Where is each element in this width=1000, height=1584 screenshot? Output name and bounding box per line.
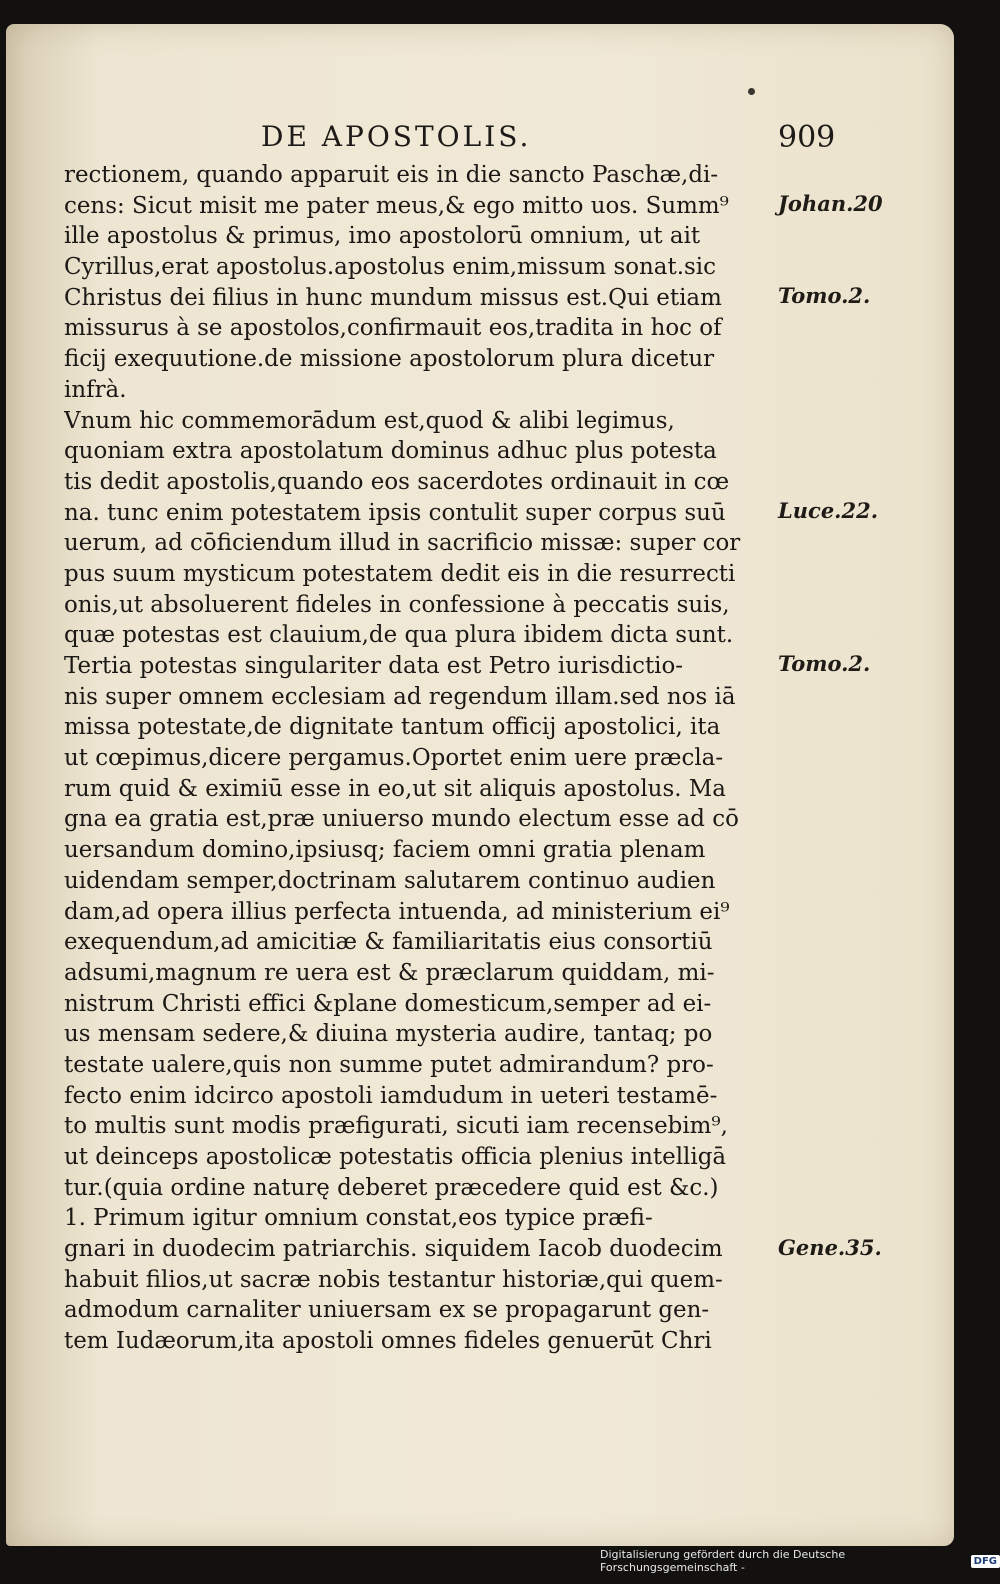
margin-reference: Tomo.2. (778, 282, 871, 308)
text-line: missa potestate,de dignitate tantum officij apostolici, ita (64, 714, 721, 741)
text-line: exequendum,ad amicitiæ & familiaritatis eius consortiū (64, 929, 713, 956)
text-line: admodum carnaliter uniuersam ex se propagarunt gen- (64, 1297, 710, 1324)
text-line: nistrum Christi effici &plane domesticum,semper ad ei- (64, 990, 712, 1017)
text-line: tem Iudæorum,ita apostoli omnes fideles genuerūt Chri (64, 1328, 712, 1355)
text-line: habuit filios,ut sacræ nobis testantur historiæ,qui quem- (64, 1266, 723, 1293)
text-line: dam,ad opera illius perfecta intuenda, ad ministerium ei⁹ (64, 898, 730, 925)
text-line: ille apostolus & primus, imo apostolorū omnium, ut ait (64, 223, 701, 250)
margin-reference: Luce.22. (778, 497, 879, 523)
text-line: infrà. (64, 376, 127, 403)
text-line: to multis sunt modis præfigurati, sicuti iam recensebim⁹, (64, 1113, 728, 1140)
text-line: tur.(quia ordine naturę deberet præcedere quid est &c.) (64, 1174, 719, 1201)
ink-spot (748, 88, 755, 95)
text-line: gnari in duodecim patriarchis. siquidem Iacob duodecim (64, 1236, 723, 1263)
text-line: Christus dei filius in hunc mundum missus est.Qui etiam (64, 284, 722, 311)
text-line: rum quid & eximiū esse in eo,ut sit aliquis apostolus. Ma (64, 775, 726, 802)
text-line: Cyrillus,erat apostolus.apostolus enim,missum sonat.sic (64, 254, 716, 281)
running-title: DE APOSTOLIS. (261, 120, 532, 153)
text-line: 1. Primum igitur omnium constat,eos typice præfi- (64, 1205, 653, 1232)
text-line: testate ualere,quis non summe putet admirandum? pro- (64, 1051, 714, 1078)
text-line: gna ea gratia est,præ uniuerso mundo electum esse ad cō (64, 806, 739, 833)
text-line: ut deinceps apostolicæ potestatis officia plenius intelligā (64, 1144, 727, 1170)
page-header (6, 120, 954, 160)
main-text-block (64, 160, 784, 1357)
text-line: fecto enim idcirco apostoli iamdudum in ueteri testamē- (64, 1082, 718, 1109)
text-line: us mensam sedere,& diuina mysteria audire, tantaq; po (64, 1021, 713, 1048)
text-line: uidendam semper,doctrinam salutarem continuo audien (64, 867, 716, 894)
text-line: quæ potestas est clauium,de qua plura ibidem dicta sunt. (64, 622, 734, 649)
credit-text: Digitalisierung gefördert durch die Deutsche Forschungsgemeinschaft - (600, 1548, 846, 1574)
page-number: 909 (778, 120, 836, 155)
text-line: uersandum domino,ipsiusq; faciem omni gratia plenam (64, 837, 706, 864)
text-line: cens: Sicut misit me pater meus,& ego mitto uos. Summ⁹ (64, 192, 729, 219)
book-page (6, 24, 954, 1546)
text-line: adsumi,magnum re uera est & præclarum quiddam, mi- (64, 959, 715, 986)
text-line: nis super omnem ecclesiam ad regendum illam.sed nos iā (64, 683, 736, 710)
margin-reference: Gene.35. (778, 1234, 882, 1260)
text-line: onis,ut absoluerent fideles in confessione à peccatis suis, (64, 591, 730, 618)
text-line: missurus à se apostolos,confirmauit eos,tradita in hoc of (64, 315, 722, 342)
margin-reference: Johan.20 (778, 190, 883, 216)
text-line: uerum, ad cōficiendum illud in sacrificio missæ: super cor (64, 530, 741, 557)
text-line: na. tunc enim potestatem ipsis contulit super corpus suū (64, 499, 726, 526)
text-line: Tertia potestas singulariter data est Petro iurisdictio- (64, 653, 684, 679)
text-line: pus suum mysticum potestatem dedit eis in die resurrecti (64, 560, 736, 587)
text-line: rectionem, quando apparuit eis in die sancto Paschæ,di- (64, 162, 719, 188)
text-line: quoniam extra apostolatum dominus adhuc plus potesta (64, 438, 717, 465)
digitization-credit (600, 1548, 1000, 1574)
text-line: ut cœpimus,dicere pergamus.Oportet enim uere præcla- (64, 745, 724, 772)
text-line: ficij exequutione.de missione apostolorum plura dicetur (64, 346, 715, 373)
text-line: tis dedit apostolis,quando eos sacerdotes ordinauit in cœ (64, 468, 730, 495)
text-line: Vnum hic commemorādum est,quod & alibi legimus, (64, 407, 675, 434)
margin-reference: Tomo.2. (778, 651, 871, 677)
dfg-logo: DFG (971, 1555, 1000, 1568)
